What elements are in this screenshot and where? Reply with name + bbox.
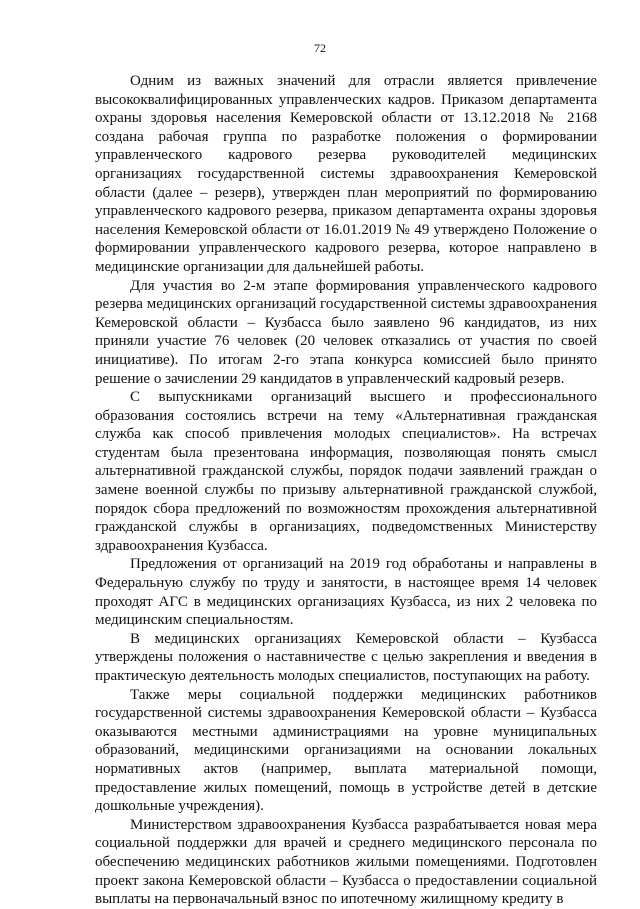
paragraph-management-reserve: Одним из важных значений для отрасли является привлечение высококвалифицированных управленческих кадров. Приказом департамента охраны здоровья населения Кемеровской области от 13.12.2018 № 2168 создана рабочая группа по разработке положения о формировании управленческого кадрового резерва руководителей медицинских организациях государственной системы здравоохранения Кемеровской области (далее – резерв), утвержден план мероприятий по формированию управленческого кадрового резерва, приказом департамента охраны здоровья населения Кемеровской области от 16.01.2019 № 49 утверждено Положение о формировании управленческого кадрового резерва, которое направлено в медицинские организации для дальнейшей работы. [95,73,597,275]
paragraph-mentoring: В медицинских организациях Кемеровской области – Кузбасса утверждены положения о наставничестве с целью закрепления и введения в практическую деятельность молодых специалистов, поступающих на работу. [95,630,597,684]
paragraph-housing-measure: Министерством здравоохранения Кузбасса разрабатывается новая мера социальной поддержки для врачей и среднего медицинского персонала по обеспечению медицинских работников жилыми помещениями. Подготовлен проект закона Кемеровской области – Кузбасса о предоставлении социальной выплаты на первоначальный взнос по ипотечному жилищному кредиту в [95,816,597,908]
paragraph-reserve-stage-2: Для участия во 2-м этапе формирования управленческого кадрового резерва медицинских организаций государственной системы здравоохранения Кемеровской области – Кузбасса было заявлено 96 кандидатов, из них приняли участие 76 человек (20 человек отказались от участия по своей инициативе). По итогам 2-го этапа конкурса комиссией было принято решение о зачислении 29 кандидатов в управленческий кадровый резерв. [95,277,597,387]
paragraph-social-support: Также меры социальной поддержки медицинских работников государственной системы здравоохранения Кемеровской области – Кузбасса оказываются местными администрациями на уровне муниципальных образований, медицинскими организациями на основании локальных нормативных актов (например, выплата материальной помощи, предоставление жилых помещений, помощь в устройстве детей в детские дошкольные учреждения). [95,686,597,815]
paragraph-alternative-service: С выпускниками организаций высшего и профессионального образования состоялись встречи на тему «Альтернативная гражданская служба как способ привлечения молодых специалистов». На встречах студентам была презентована информация, позволяющая понять смысл альтернативной гражданской службы, порядок подачи заявлений граждан о замене военной службы по призыву альтернативной гражданской службой, порядок сбора предложений по возможностям прохождения альтернативной гражданской службы в организациях, подведомственных Министерству здравоохранения Кузбасса. [95,389,597,554]
page-number: 72 [314,41,326,55]
body-text [95,72,597,909]
paragraph-ags-proposals: Предложения от организаций на 2019 год обработаны и направлены в Федеральную службу по труду и занятости, в настоящее время 14 человек проходят АГС в медицинских организациях Кузбасса, из них 2 человека по медицинским специальностям. [95,556,597,629]
